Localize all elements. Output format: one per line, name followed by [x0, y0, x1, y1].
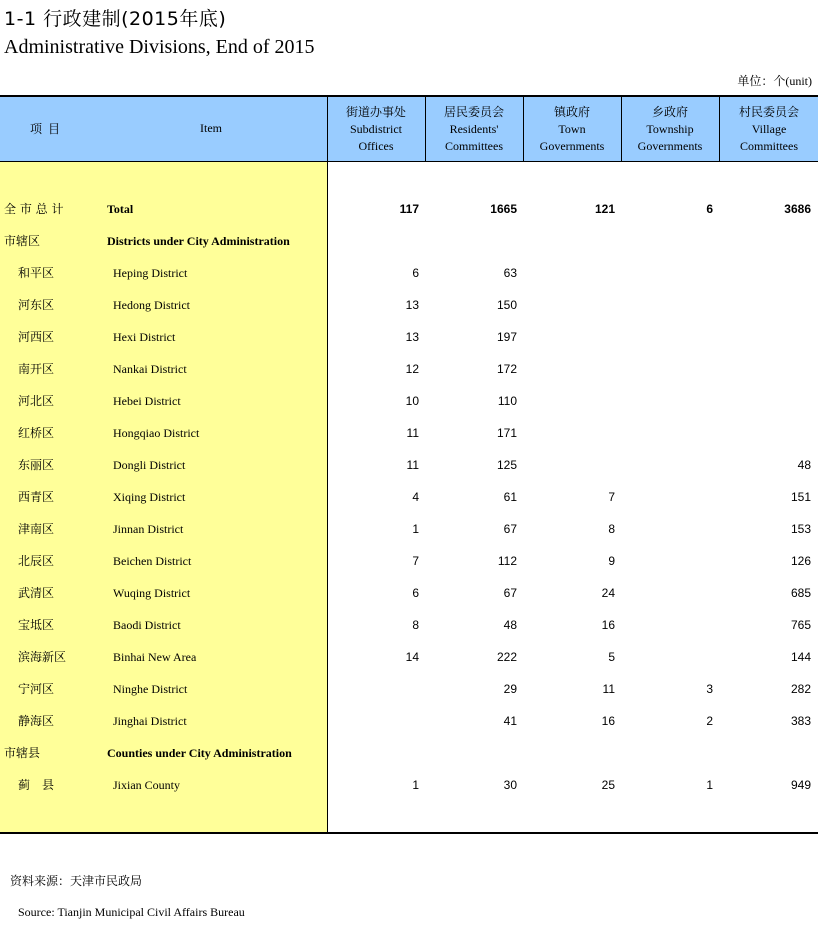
- column-divider: [719, 97, 720, 161]
- header-col-subdistrict: 街道办事处 Subdistrict Offices: [345, 104, 406, 153]
- cell-value: 25: [601, 778, 615, 792]
- row-label-en: Jinnan District: [113, 522, 184, 536]
- table-row: [0, 551, 818, 571]
- cell-value: 4: [412, 490, 419, 504]
- row-label-cn: 河西区: [18, 330, 55, 344]
- cell-value: 13: [405, 330, 419, 344]
- table-row: [0, 391, 818, 411]
- header-col-residents: 居民委员会 Residents' Committees: [443, 104, 504, 153]
- cell-value: 10: [405, 394, 419, 408]
- row-label-cn: 河北区: [18, 394, 55, 408]
- cell-value: 383: [790, 714, 811, 728]
- cell-value: 126: [790, 554, 811, 568]
- header-col-town: 镇政府 Town Governments: [539, 104, 605, 153]
- table-row: [0, 615, 818, 635]
- cell-value: 197: [496, 330, 517, 344]
- cell-value: 63: [503, 266, 517, 280]
- cell-value: 67: [503, 522, 517, 536]
- row-label-en: Wuqing District: [113, 586, 191, 600]
- row-label-en: Counties under City Administration: [107, 746, 292, 760]
- table-row: [0, 487, 818, 507]
- cell-value: 48: [797, 458, 811, 472]
- row-label-cn: 宁河区: [18, 682, 55, 696]
- table-row: [0, 583, 818, 603]
- table-row: [0, 743, 818, 763]
- header-col-township: 乡政府 Township Governments: [637, 104, 703, 153]
- cell-value: 6: [412, 266, 419, 280]
- cell-value: 1: [412, 522, 419, 536]
- row-label-en: Hexi District: [113, 330, 176, 344]
- table-row: [0, 519, 818, 539]
- cell-value: 2: [706, 714, 713, 728]
- cell-value: 150: [496, 298, 517, 312]
- cell-value: 171: [496, 426, 517, 440]
- header-col-village: 村民委员会 Village Committees: [738, 104, 799, 153]
- row-label-cn: 滨海新区: [18, 650, 67, 664]
- row-label-cn: 宝坻区: [18, 618, 55, 632]
- row-label-en: Total: [107, 202, 134, 216]
- table-title-cn: 1-1 行政建制(2015年底): [4, 8, 227, 30]
- cell-value: 117: [399, 202, 419, 216]
- cell-value: 3686: [784, 202, 811, 216]
- table-row: [0, 455, 818, 475]
- cell-value: 8: [608, 522, 615, 536]
- cell-value: 144: [790, 650, 811, 664]
- row-label-cn: 市辖县: [4, 746, 41, 760]
- row-label-en: Hongqiao District: [113, 426, 200, 440]
- cell-value: 222: [496, 650, 517, 664]
- row-label-en: Beichen District: [113, 554, 192, 568]
- cell-value: 11: [406, 426, 419, 440]
- header-item-cn: 项目: [30, 122, 67, 136]
- row-label-cn: 北辰区: [18, 554, 55, 568]
- cell-value: 16: [601, 618, 615, 632]
- table-row: [0, 199, 818, 219]
- cell-value: 3: [706, 682, 713, 696]
- column-divider: [425, 97, 426, 161]
- row-label-cn: 市辖区: [4, 234, 41, 248]
- cell-value: 153: [790, 522, 811, 536]
- table-title-en: Administrative Divisions, End of 2015: [4, 36, 315, 58]
- column-divider: [523, 97, 524, 161]
- row-label-cn: 津南区: [18, 522, 55, 536]
- row-label-cn: 静海区: [18, 714, 55, 728]
- cell-value: 5: [608, 650, 615, 664]
- table-row: [0, 423, 818, 443]
- row-label-en: Districts under City Administration: [107, 234, 290, 248]
- row-label-en: Hedong District: [113, 298, 190, 312]
- cell-value: 1: [412, 778, 419, 792]
- row-label-cn: 南开区: [18, 362, 55, 376]
- cell-value: 282: [790, 682, 811, 696]
- cell-value: 11: [602, 682, 615, 696]
- row-label-en: Binhai New Area: [113, 650, 197, 664]
- row-label-en: Jixian County: [113, 778, 181, 792]
- row-label-en: Xiqing District: [113, 490, 186, 504]
- cell-value: 1665: [490, 202, 517, 216]
- cell-value: 6: [412, 586, 419, 600]
- row-label-cn: 和平区: [18, 266, 55, 280]
- cell-value: 61: [503, 490, 517, 504]
- cell-value: 29: [503, 682, 517, 696]
- cell-value: 6: [706, 202, 713, 216]
- unit-label: 单位：个(unit): [737, 74, 812, 88]
- cell-value: 685: [790, 586, 811, 600]
- cell-value: 8: [412, 618, 419, 632]
- cell-value: 765: [790, 618, 811, 632]
- cell-value: 14: [405, 650, 419, 664]
- table-row: [0, 359, 818, 379]
- row-label-cn: 红桥区: [18, 426, 55, 440]
- cell-value: 151: [790, 490, 811, 504]
- cell-value: 125: [496, 458, 517, 472]
- cell-value: 41: [503, 714, 517, 728]
- row-label-en: Dongli District: [113, 458, 186, 472]
- cell-value: 9: [608, 554, 615, 568]
- cell-value: 48: [503, 618, 517, 632]
- row-label-cn: 全 市 总 计: [4, 202, 64, 216]
- cell-value: 1: [706, 778, 713, 792]
- column-divider: [621, 97, 622, 161]
- table-row: [0, 711, 818, 731]
- cell-value: 11: [406, 458, 419, 472]
- source-note-cn: 资料来源：天津市民政局: [10, 874, 143, 888]
- cell-value: 112: [497, 554, 517, 568]
- cell-value: 7: [608, 490, 615, 504]
- table-row: [0, 263, 818, 283]
- row-label-cn: 东丽区: [18, 458, 55, 472]
- cell-value: 67: [503, 586, 517, 600]
- cell-value: 949: [790, 778, 811, 792]
- cell-value: 24: [601, 586, 615, 600]
- cell-value: 30: [503, 778, 517, 792]
- row-label-en: Hebei District: [113, 394, 181, 408]
- row-label-en: Nankai District: [113, 362, 187, 376]
- row-label-en: Heping District: [113, 266, 188, 280]
- cell-value: 172: [496, 362, 517, 376]
- cell-value: 12: [405, 362, 419, 376]
- cell-value: 7: [412, 554, 419, 568]
- table-row: [0, 679, 818, 699]
- source-note-en: Source: Tianjin Municipal Civil Affairs Bureau: [18, 905, 245, 919]
- row-label-en: Jinghai District: [113, 714, 187, 728]
- row-label-cn: 蓟 县: [18, 778, 55, 792]
- row-label-en: Baodi District: [113, 618, 181, 632]
- table-row: [0, 295, 818, 315]
- row-label-cn: 武清区: [18, 586, 55, 600]
- row-label-cn: 河东区: [18, 298, 55, 312]
- table-row: [0, 775, 818, 795]
- cell-value: 110: [497, 394, 517, 408]
- row-label-cn: 西青区: [18, 490, 55, 504]
- bottom-rule: [0, 832, 818, 834]
- table-row: [0, 647, 818, 667]
- table-row: [0, 231, 818, 251]
- cell-value: 13: [405, 298, 419, 312]
- cell-value: 121: [594, 202, 615, 216]
- header-item-en: Item: [200, 121, 222, 135]
- row-label-en: Ninghe District: [113, 682, 188, 696]
- table-row: [0, 327, 818, 347]
- cell-value: 16: [601, 714, 615, 728]
